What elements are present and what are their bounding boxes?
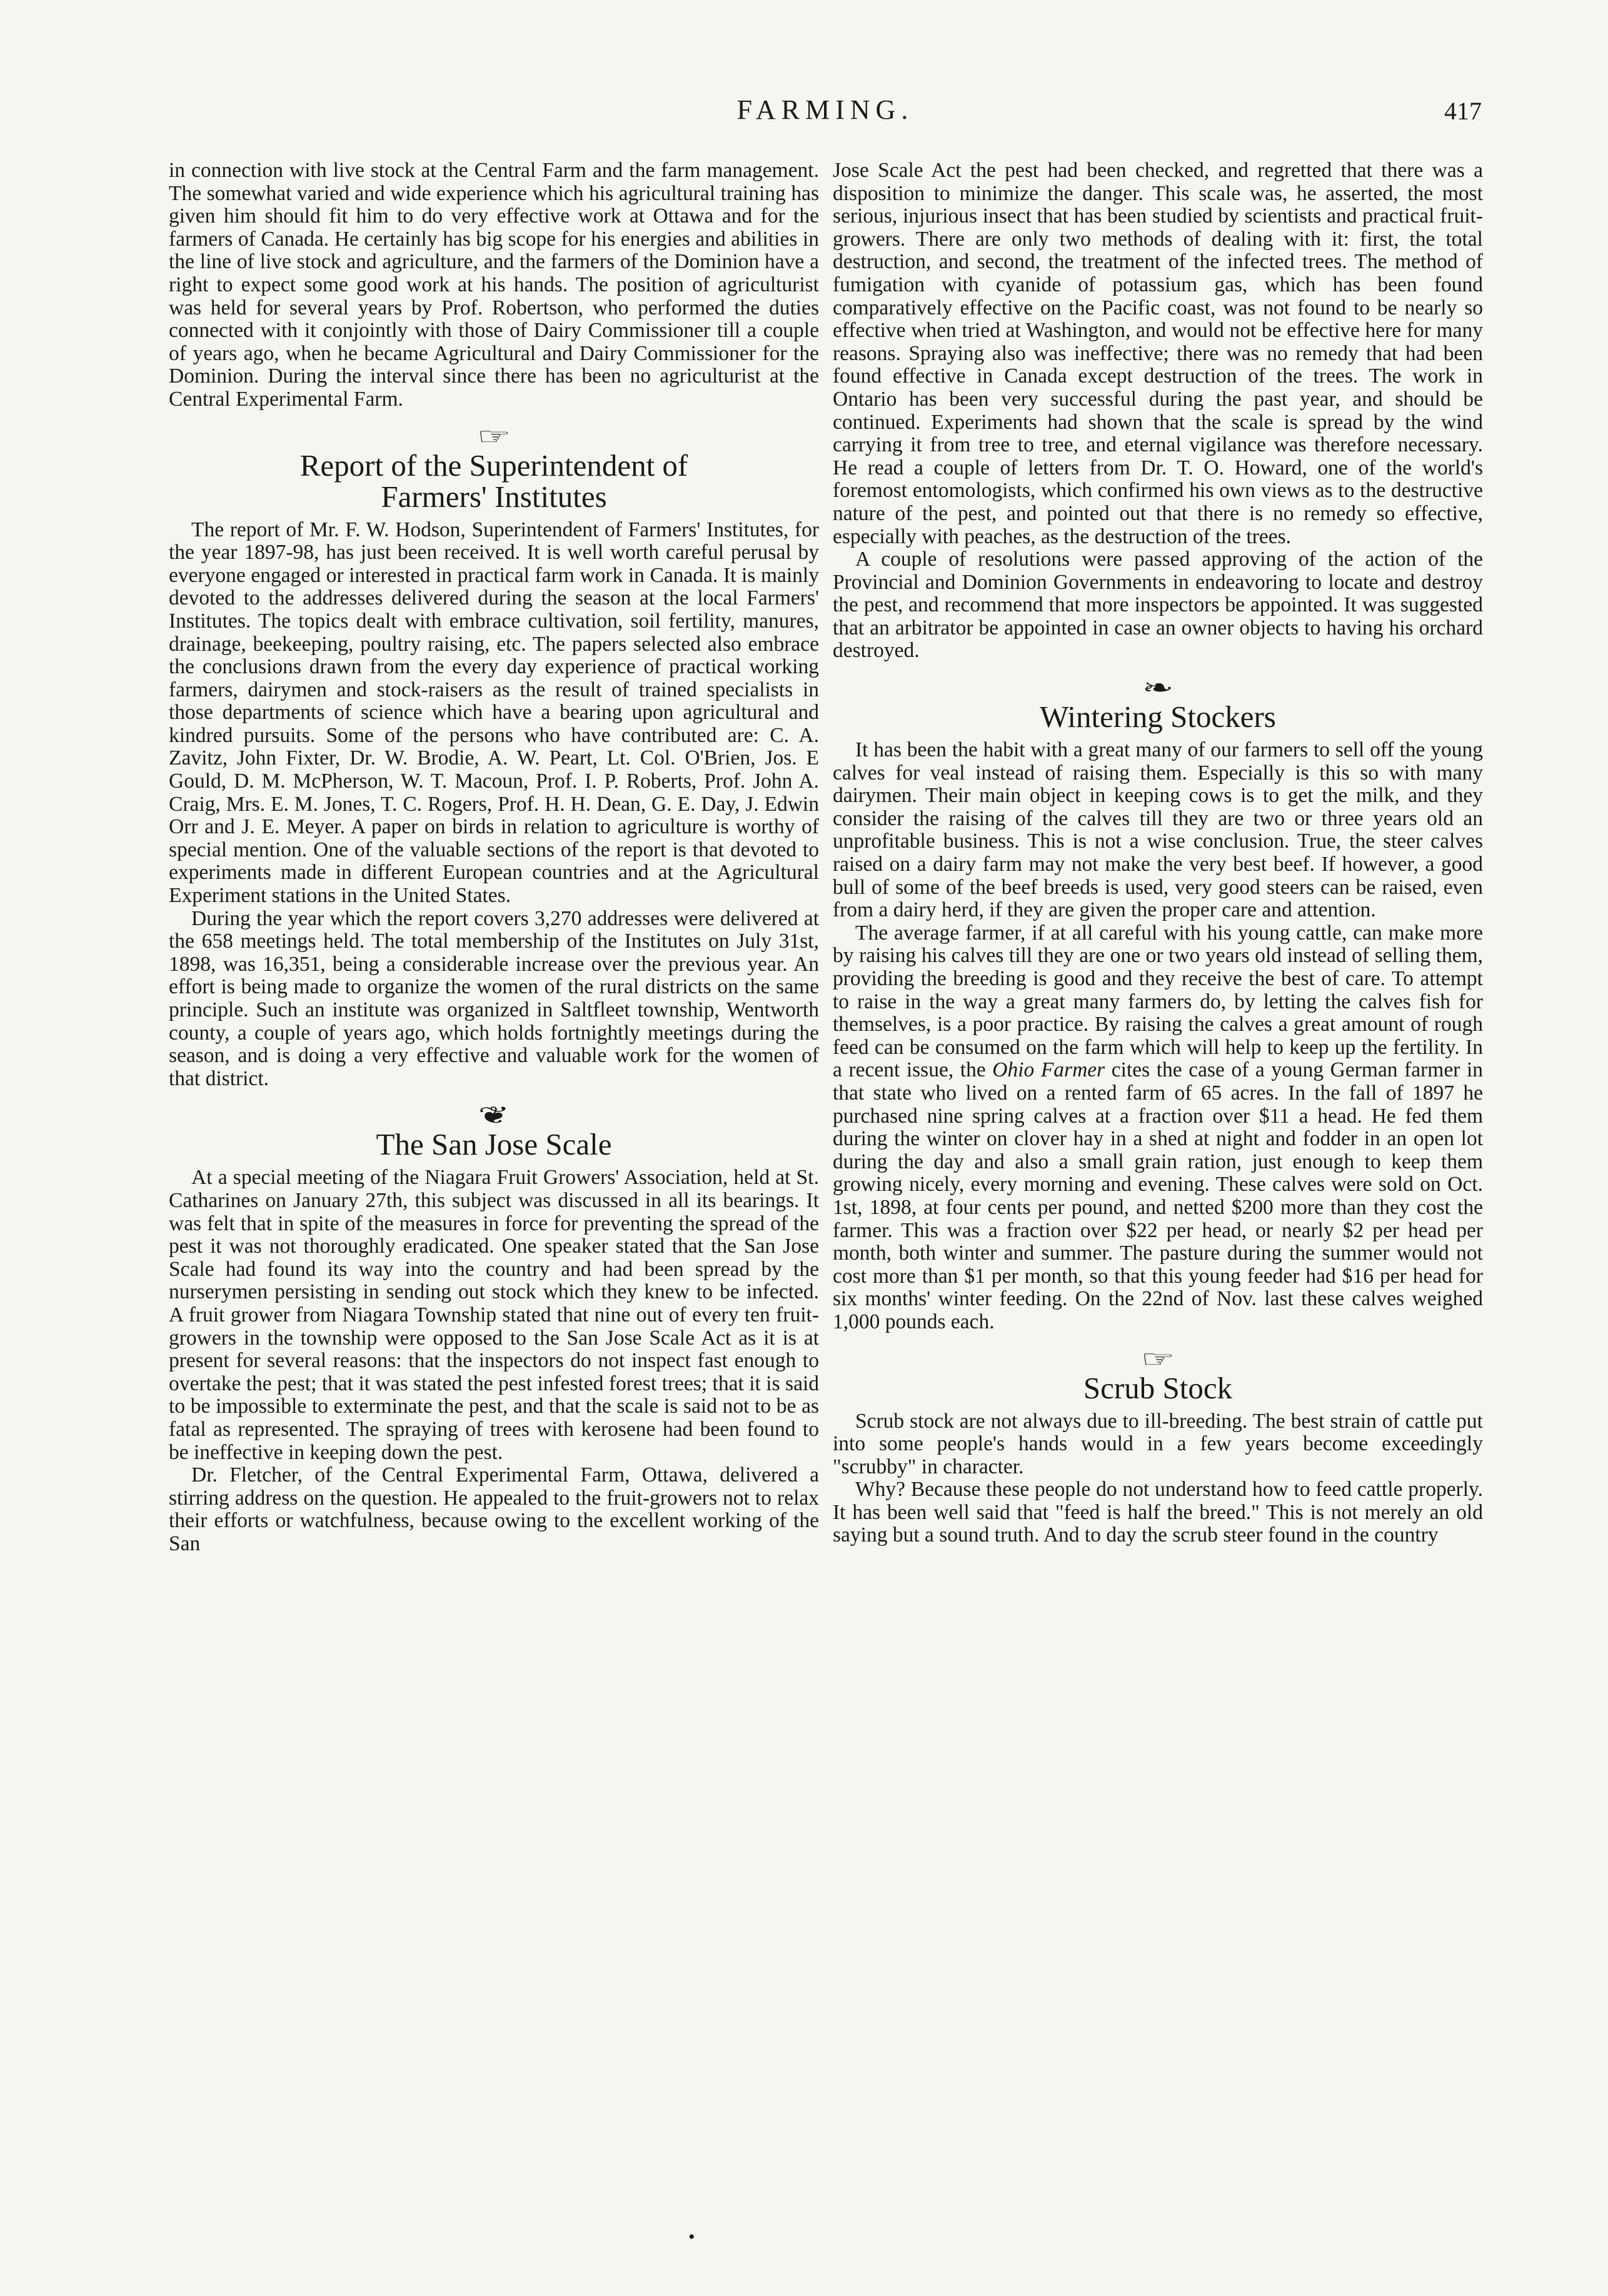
running-title: FARMING.	[736, 94, 914, 125]
institutes-paragraph-1: The report of Mr. F. W. Hodson, Superintendent of Farmers' Institutes, for the year 1897-98, has just been received. It is well worth careful perusal by everyone engaged or interested in practical farm work in Canada. It is mainly devoted to the addresses delivered during the season at the local Farmers' Institutes. The topics dealt with embrace cultivation, soil fertility, manures, drainage, beekeeping, poultry raising, etc. The papers selected also embrace the conclusions drawn from the every day experience of practical working farmers, dairymen and stock-raisers as the result of trained specialists in those departments of science which have a bearing upon agricultural and kindred pursuits. Some of the persons who have contributed are: C. A. Zavitz, John Fixter, Dr. W. Brodie, A. W. Peart, Lt. Col. O'Brien, Jos. E Gould, D. M. McPherson, W. T. Macoun, Prof. I. P. Roberts, Prof. John A. Craig, Mrs. E. M. Jones, T. C. Rogers, Prof. H. H. Dean, G. E. Day, J. Edwin Orr and J. E. Meyer. A paper on birds in relation to agriculture is worthy of special mention. One of the valuable sections of the report is that devoted to experiments made in different European countries and at the Agricultural Experiment stations in the United States.	[169, 518, 819, 908]
wintering-paragraph-2: The average farmer, if at all careful with his young cattle, can make more by raising his calves till they are one or two years old instead of selling them, providing the breeding is good and they receive the best of care. To attempt to raise in the way a great many farmers do, by letting the calves fish for themselves, is a poor practice. By raising the calves a great amount of rough feed can be consumed on the farm which will help to keep up the fertility. In a recent issue, the Ohio Farmer cites the case of a young German farmer in that state who lived on a rented farm of 65 acres. In the fall of 1897 he purchased nine spring calves at a fraction over $11 a head. He fed them during the winter on clover hay in a shed at night and fodder in an open lot during the day and also a small grain ration, just enough to keep them growing nicely, every morning and evening. These calves were sold on Oct. 1st, 1898, at four cents per pound, and netted $200 more than they cost the farmer. This was a fraction over $22 per head, or nearly $2 per head per month, both winter and summer. The pasture during the summer would not cost more than $1 per month, so that this young feeder had $16 per head for six months' winter feeding. On the 22nd of Nov. last these calves weighed 1,000 pounds each.	[833, 921, 1484, 1333]
scrub-paragraph-1: Scrub stock are not always due to ill-breeding. The best strain of cattle put into some people's hands would in a few years become exceedingly "scrubby" in character.	[833, 1409, 1483, 1478]
hand-pointer-ornament-icon: ☞	[1140, 1346, 1175, 1373]
intro-paragraph: in connection with live stock at the Central Farm and the farm management. The somewhat varied and wide experience which his agricultural training has given him should fit him to do very effective work at Ottawa and for the farmers of Canada. He certainly has big scope for his energies and abilities in the line of live stock and agriculture, and the farmers of the Dominion have a right to expect some good work at his hands. The position of agriculturist was held for several years by Prof. Robertson, who performed the duties connected with it conjointly with those of Dairy Commissioner till a couple of years ago, when he became Agricultural and Dairy Commissioner for the Dominion. During the interval since there has been no agriculturist at the Central Experimental Farm.	[169, 159, 819, 411]
page-number: 417	[1444, 97, 1482, 125]
institutes-heading: Report of the Superintendent of Farmers' Institutes	[299, 448, 688, 514]
ohio-farmer-title: Ohio Farmer	[992, 1058, 1105, 1082]
resolutions-paragraph: A couple of resolutions were passed approving of the action of the Provincial and Dominion Governments in endeavoring to locate and destroy the pest, and recommend that more inspectors be appointed. It was suggested that an arbitrator be appointed in case an owner objects to having his orchard destroyed.	[833, 548, 1483, 663]
right-column	[833, 159, 1483, 1547]
wintering-paragraph-1: It has been the habit with a great many of our farmers to sell off the young calves for veal instead of raising them. Especially is this so with many dairymen. Their main object in keeping cows is to get the milk, and they consider the raising of the calves till they are two or three years old an unprofitable business. This is not a wise conclusion. True, the steer calves raised on a dairy farm may not make the very best beef. If however, a good bull of some of the beef breeds is used, very good steers can be raised, even from a dairy herd, if they are given the proper care and attention.	[833, 738, 1483, 922]
page-header	[169, 94, 1482, 131]
sanjose-paragraph-1: At a special meeting of the Niagara Fruit Growers' Association, held at St. Catharines on January 27th, this subject was discussed in all its bearings. It was felt that in spite of the measures in force for preventing the spread of the pest it was not thoroughly eradicated. One speaker stated that the San Jose Scale had found its way into the country and had been spread by the nurserymen persisting in sending out stock which they knew to be infected. A fruit grower from Niagara Township stated that nine out of every ten fruit-growers in the township were opposed to the San Jose Scale Act as it is at present for several reasons: that the inspectors do not inspect fast enough to overtake the pest; that it was stated the pest infested forest trees; that it is said to be impossible to exterminate the pest, and that the scale is said not to be as fatal as represented. The spraying of trees with kerosene had been found to be ineffective in keeping down the pest.	[169, 1166, 819, 1464]
institutes-paragraph-2: During the year which the report covers 3,270 addresses were delivered at the 658 meetings held. The total membership of the Institutes on July 31st, 1898, was 16,351, being a considerable increase over the previous year. An effort is being made to organize the women of the rural districts on the same principle. Such an institute was organized in Saltfleet township, Wentworth county, a couple of years ago, which holds fortnightly meetings during the season, and is doing a very effective and valuable work for the women of that district.	[169, 906, 819, 1090]
flourish-ornament-icon: ❦	[478, 1103, 510, 1130]
hand-pointer-ornament-icon: ☞	[476, 423, 511, 450]
scrub-heading: Scrub Stock	[1083, 1370, 1233, 1405]
sanjose-paragraph-2: Dr. Fletcher, of the Central Experimental Farm, Ottawa, delivered a stirring address on the question. He appealed to the fruit-growers not to relax their efforts or watchfulness, because owing to the excellent working of the San	[169, 1463, 819, 1555]
footer-mark: •	[688, 2227, 695, 2247]
wintering-heading: Wintering Stockers	[1040, 699, 1276, 734]
flourish-ornament-icon: ❧	[1142, 675, 1174, 702]
scrub-paragraph-2: Why? Because these people do not understand how to feed cattle properly. It has been well said that "feed is half the breed." This is not merely an old saying but a sound truth. And to day the scrub steer found in the country	[833, 1478, 1483, 1547]
sanjose-heading: The San Jose Scale	[376, 1127, 612, 1162]
sanjose-continued-paragraph: Jose Scale Act the pest had been checked, and regretted that there was a disposition to minimize the danger. This scale was, he asserted, the most serious, injurious insect that has been studied by scientists and practical fruit-growers. There are only two methods of dealing with it: first, the total destruction, and second, the treatment of the infected trees. The method of fumigation with cyanide of potassium gas, which has been found comparatively effective on the Pacific coast, was not found to be nearly so effective when tried at Washington, and would not be effective here for many reasons. Spraying also was ineffective; there was no remedy that had been found effective in Canada except destruction of the trees. The work in Ontario has been very successful during the past year, and should be continued. Experiments had shown that the scale is spread by the wind carrying it from tree to tree, and eternal vigilance was therefore necessary. He read a couple of letters from Dr. T. O. Howard, one of the world's foremost entomologists, which confirmed his own views as to the destructive nature of the pest, and pointed out that there is no remedy so effective, especially with peaches, as the destruction of the trees.	[833, 159, 1483, 548]
